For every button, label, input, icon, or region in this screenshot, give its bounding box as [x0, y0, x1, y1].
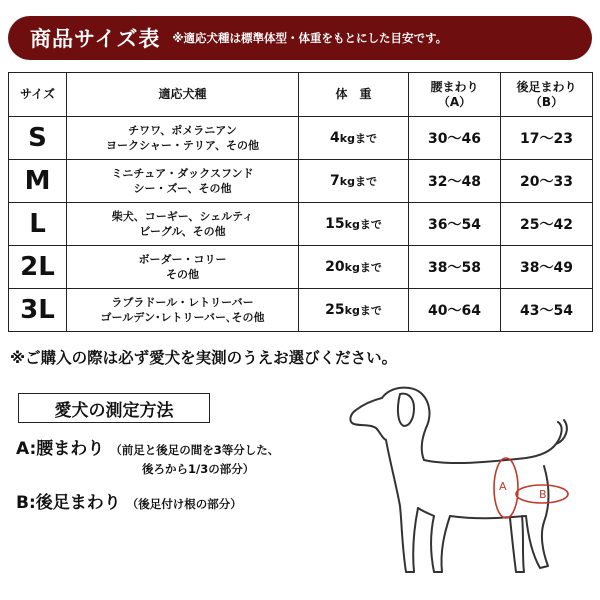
hindleg-cell: 43〜54	[501, 289, 593, 332]
weight-cell	[299, 289, 409, 332]
col-header-waist-sub: （A）	[437, 94, 472, 109]
weight-cell	[299, 117, 409, 160]
breed-cell	[67, 160, 299, 203]
purchase-notice: ※ご購入の際は必ず愛犬を実測のうえお選びください。	[10, 349, 398, 367]
size-cell: S	[9, 117, 67, 160]
waist-cell: 36〜54	[409, 203, 501, 246]
size-table	[8, 72, 593, 332]
hindleg-cell: 17〜23	[501, 117, 593, 160]
breed-line: ボーダー・コリー	[138, 253, 227, 266]
table-header-row	[9, 73, 593, 117]
weight-cell	[299, 160, 409, 203]
diagram-label-b: B	[539, 488, 547, 501]
col-header-hindleg	[501, 73, 593, 117]
weight-unit: kgまで	[339, 132, 377, 145]
col-header-breed: 適応犬種	[67, 73, 299, 117]
col-header-waist	[409, 73, 501, 117]
breed-line: ビーグル、その他	[139, 225, 226, 238]
hindleg-cell: 25〜42	[501, 203, 593, 246]
col-header-size: サイズ	[9, 73, 67, 117]
breed-line: チワワ、ポメラニアン	[128, 124, 237, 137]
weight-unit: kgまで	[344, 261, 382, 274]
size-cell: L	[9, 203, 67, 246]
waist-label: A:腰まわり	[16, 439, 105, 459]
waist-cell: 38〜58	[409, 246, 501, 289]
table-row	[9, 289, 593, 332]
size-cell: 3L	[9, 289, 67, 332]
col-header-hindleg-label: 後足まわり	[516, 79, 577, 94]
breed-line: ミニチュア・ダックスフンド	[111, 167, 254, 180]
weight-unit: kgまで	[344, 218, 382, 231]
table-row	[9, 117, 593, 160]
table-row	[9, 246, 593, 289]
weight-value: 20	[325, 259, 345, 275]
dog-measurement-diagram	[330, 366, 594, 596]
hindleg-cell: 38〜49	[501, 246, 593, 289]
hindleg-instruction	[16, 488, 242, 513]
col-header-waist-label: 腰まわり	[430, 79, 479, 94]
page-title: 商品サイズ表	[30, 27, 161, 51]
weight-unit: kgまで	[339, 175, 377, 188]
waist-note: （前足と後足の間を3等分した、	[110, 443, 280, 457]
table-row	[9, 203, 593, 246]
waist-note-continued: 後ろから1/3の部分）	[142, 462, 255, 476]
breed-line: 柴犬、コーギー、シェルティ	[111, 210, 254, 223]
weight-value: 7	[330, 173, 340, 189]
breed-cell	[67, 117, 299, 160]
header-banner	[8, 16, 592, 60]
breed-cell	[67, 246, 299, 289]
weight-value: 25	[325, 302, 345, 318]
table-row	[9, 160, 593, 203]
weight-cell	[299, 246, 409, 289]
weight-value: 15	[325, 216, 345, 232]
size-cell: 2L	[9, 246, 67, 289]
weight-value: 4	[330, 130, 340, 146]
weight-cell	[299, 203, 409, 246]
diagram-label-a: A	[499, 480, 507, 493]
breed-cell	[67, 289, 299, 332]
breed-line: ラブラドール・レトリーバー	[111, 296, 254, 309]
weight-unit: kgまで	[344, 304, 382, 317]
waist-cell: 40〜64	[409, 289, 501, 332]
waist-cell: 30〜46	[409, 117, 501, 160]
size-cell: M	[9, 160, 67, 203]
col-header-weight: 体 重	[299, 73, 409, 117]
breed-cell	[67, 203, 299, 246]
breed-line: シー・ズー、その他	[133, 182, 232, 195]
waist-instruction	[16, 434, 279, 459]
breed-line: その他	[166, 268, 199, 281]
dog-outline	[350, 388, 566, 572]
waist-cell: 32〜48	[409, 160, 501, 203]
measurement-method-title: 愛犬の測定方法	[18, 393, 210, 423]
col-header-hindleg-sub: （B）	[529, 94, 564, 109]
hindleg-note: （後足付け根の部分）	[126, 497, 242, 511]
breed-line: ゴールデン･レトリーバー､その他	[100, 311, 265, 324]
hindleg-cell: 20〜33	[501, 160, 593, 203]
hindleg-label: B:後足まわり	[16, 493, 121, 513]
breed-line: ヨークシャー・テリア、その他	[106, 139, 259, 152]
header-note: ※適応犬種は標準体型・体重をもとにした目安です。	[172, 31, 448, 45]
